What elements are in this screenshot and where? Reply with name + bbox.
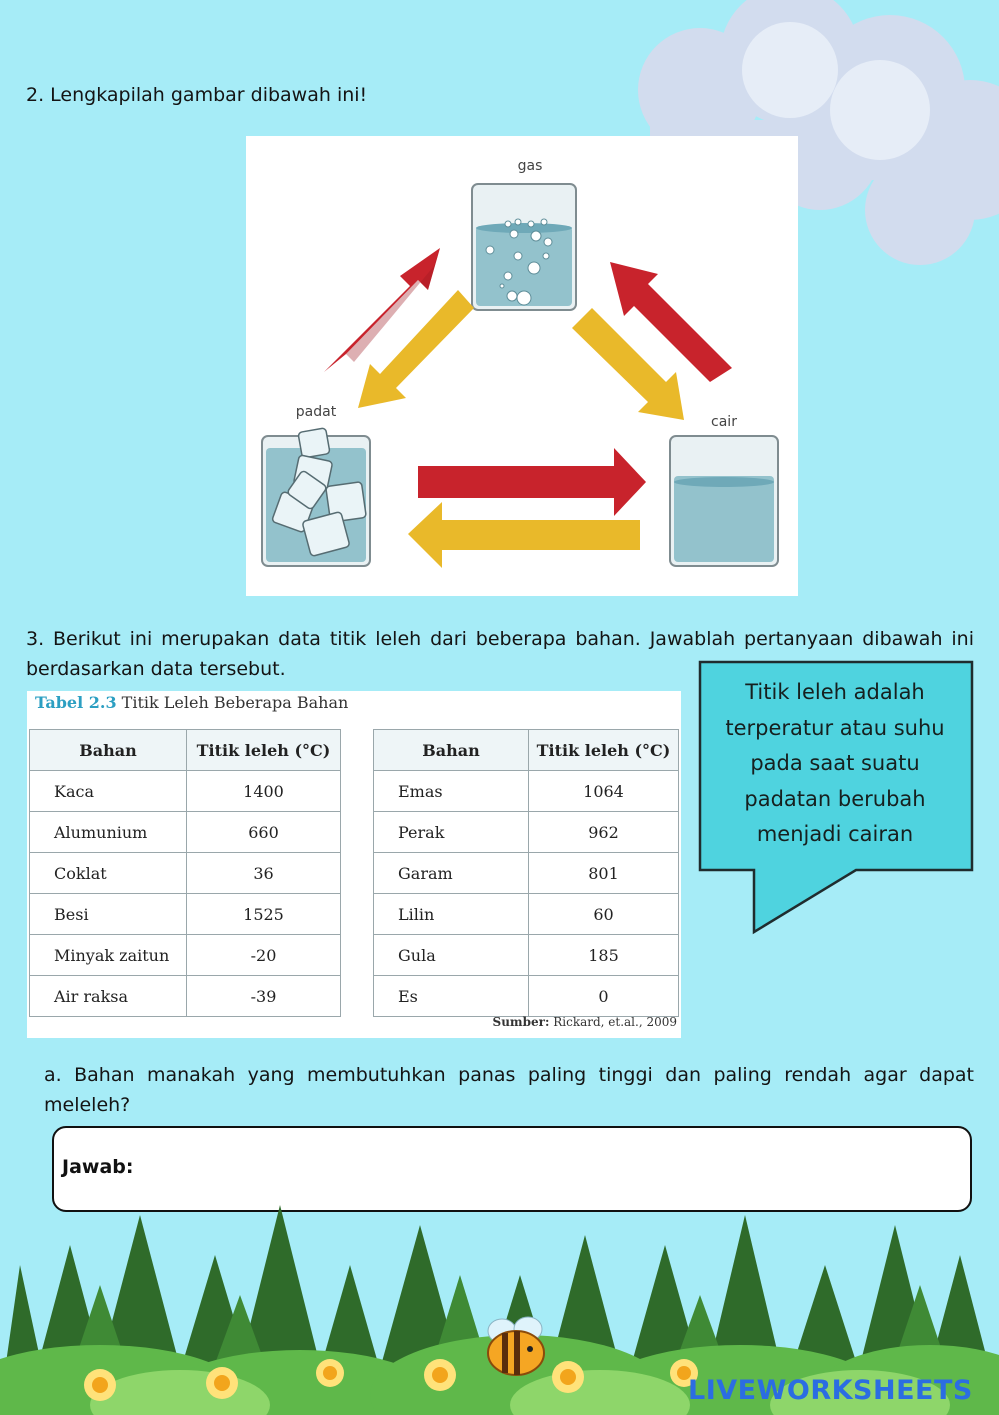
cell-titik-leleh: 1400: [187, 771, 341, 812]
bee-icon: [488, 1317, 544, 1375]
table-caption: Titik Leleh Beberapa Bahan: [116, 693, 349, 712]
cell-titik-leleh: 801: [529, 853, 679, 894]
source-text: Rickard, et.al., 2009: [549, 1015, 677, 1029]
answer-label: Jawab:: [62, 1156, 134, 1178]
solid-label: padat: [295, 404, 337, 420]
cell-bahan: Alumunium: [30, 812, 187, 853]
table-row: [374, 935, 679, 976]
question-3-text: 3. Berikut ini merupakan data titik leleh dari beberapa bahan. Jawablah pertanyaan dibawah ini berdasarkan data tersebut.: [26, 628, 974, 680]
cell-bahan: Es: [374, 976, 529, 1017]
table-row: [30, 812, 341, 853]
cell-titik-leleh: 0: [529, 976, 679, 1017]
question-2-text: 2. Lengkapilah gambar dibawah ini!: [26, 84, 368, 106]
table-number: Tabel 2.3: [35, 693, 117, 712]
table-row: [374, 976, 679, 1017]
definition-text: Titik leleh adalah terperatur atau suhu pada saat suatu padatan berubah menjadi cairan: [725, 680, 945, 846]
liquid-beaker: [670, 436, 778, 566]
cell-bahan: Gula: [374, 935, 529, 976]
solid-beaker: [262, 428, 370, 566]
cell-titik-leleh: 1525: [187, 894, 341, 935]
table-row: [30, 894, 341, 935]
states-of-matter-diagram: [246, 136, 798, 596]
cell-bahan: Perak: [374, 812, 529, 853]
cell-titik-leleh: 60: [529, 894, 679, 935]
liquid-label: cair: [711, 414, 737, 430]
cell-titik-leleh: 962: [529, 812, 679, 853]
cell-titik-leleh: -39: [187, 976, 341, 1017]
cell-titik-leleh: -20: [187, 935, 341, 976]
cell-bahan: Kaca: [30, 771, 187, 812]
cell-titik-leleh: 1064: [529, 771, 679, 812]
column-header-bahan: Bahan: [374, 730, 529, 771]
table-title: [35, 693, 348, 712]
table-row: [30, 976, 341, 1017]
table-row: [374, 812, 679, 853]
arrow-gas-to-solid: [358, 290, 474, 408]
cell-bahan: Emas: [374, 771, 529, 812]
gas-beaker: [472, 184, 576, 310]
column-header-titik-leleh: Titik leleh (°C): [187, 730, 341, 771]
answer-input[interactable]: [154, 1146, 948, 1192]
cell-bahan: Besi: [30, 894, 187, 935]
liveworksheets-logo: LIVEWORKSHEETS: [688, 1375, 973, 1406]
gas-label: gas: [517, 158, 543, 174]
column-header-titik-leleh: Titik leleh (°C): [529, 730, 679, 771]
cell-bahan: Coklat: [30, 853, 187, 894]
cell-titik-leleh: 185: [529, 935, 679, 976]
question-a-text: a. Bahan manakah yang membutuhkan panas paling tinggi dan paling rendah agar dapat meleleh?: [44, 1064, 974, 1116]
table-row: [30, 853, 341, 894]
table-source: [493, 1015, 677, 1029]
melting-table-right: [373, 729, 679, 1017]
cell-titik-leleh: 660: [187, 812, 341, 853]
cell-bahan: Garam: [374, 853, 529, 894]
table-row: [374, 894, 679, 935]
table-row: [30, 935, 341, 976]
melting-point-table-panel: [27, 691, 681, 1038]
cell-bahan: Lilin: [374, 894, 529, 935]
cell-bahan: Air raksa: [30, 976, 187, 1017]
answer-box[interactable]: [52, 1126, 972, 1212]
table-row: [374, 853, 679, 894]
melting-table-left: [29, 729, 341, 1017]
arrow-solid-to-liquid: [418, 448, 646, 516]
source-label: Sumber:: [492, 1015, 550, 1029]
cell-titik-leleh: 36: [187, 853, 341, 894]
column-header-bahan: Bahan: [30, 730, 187, 771]
arrow-liquid-to-solid: [408, 502, 640, 568]
table-row: [30, 771, 341, 812]
table-row: [374, 771, 679, 812]
cell-bahan: Minyak zaitun: [30, 935, 187, 976]
